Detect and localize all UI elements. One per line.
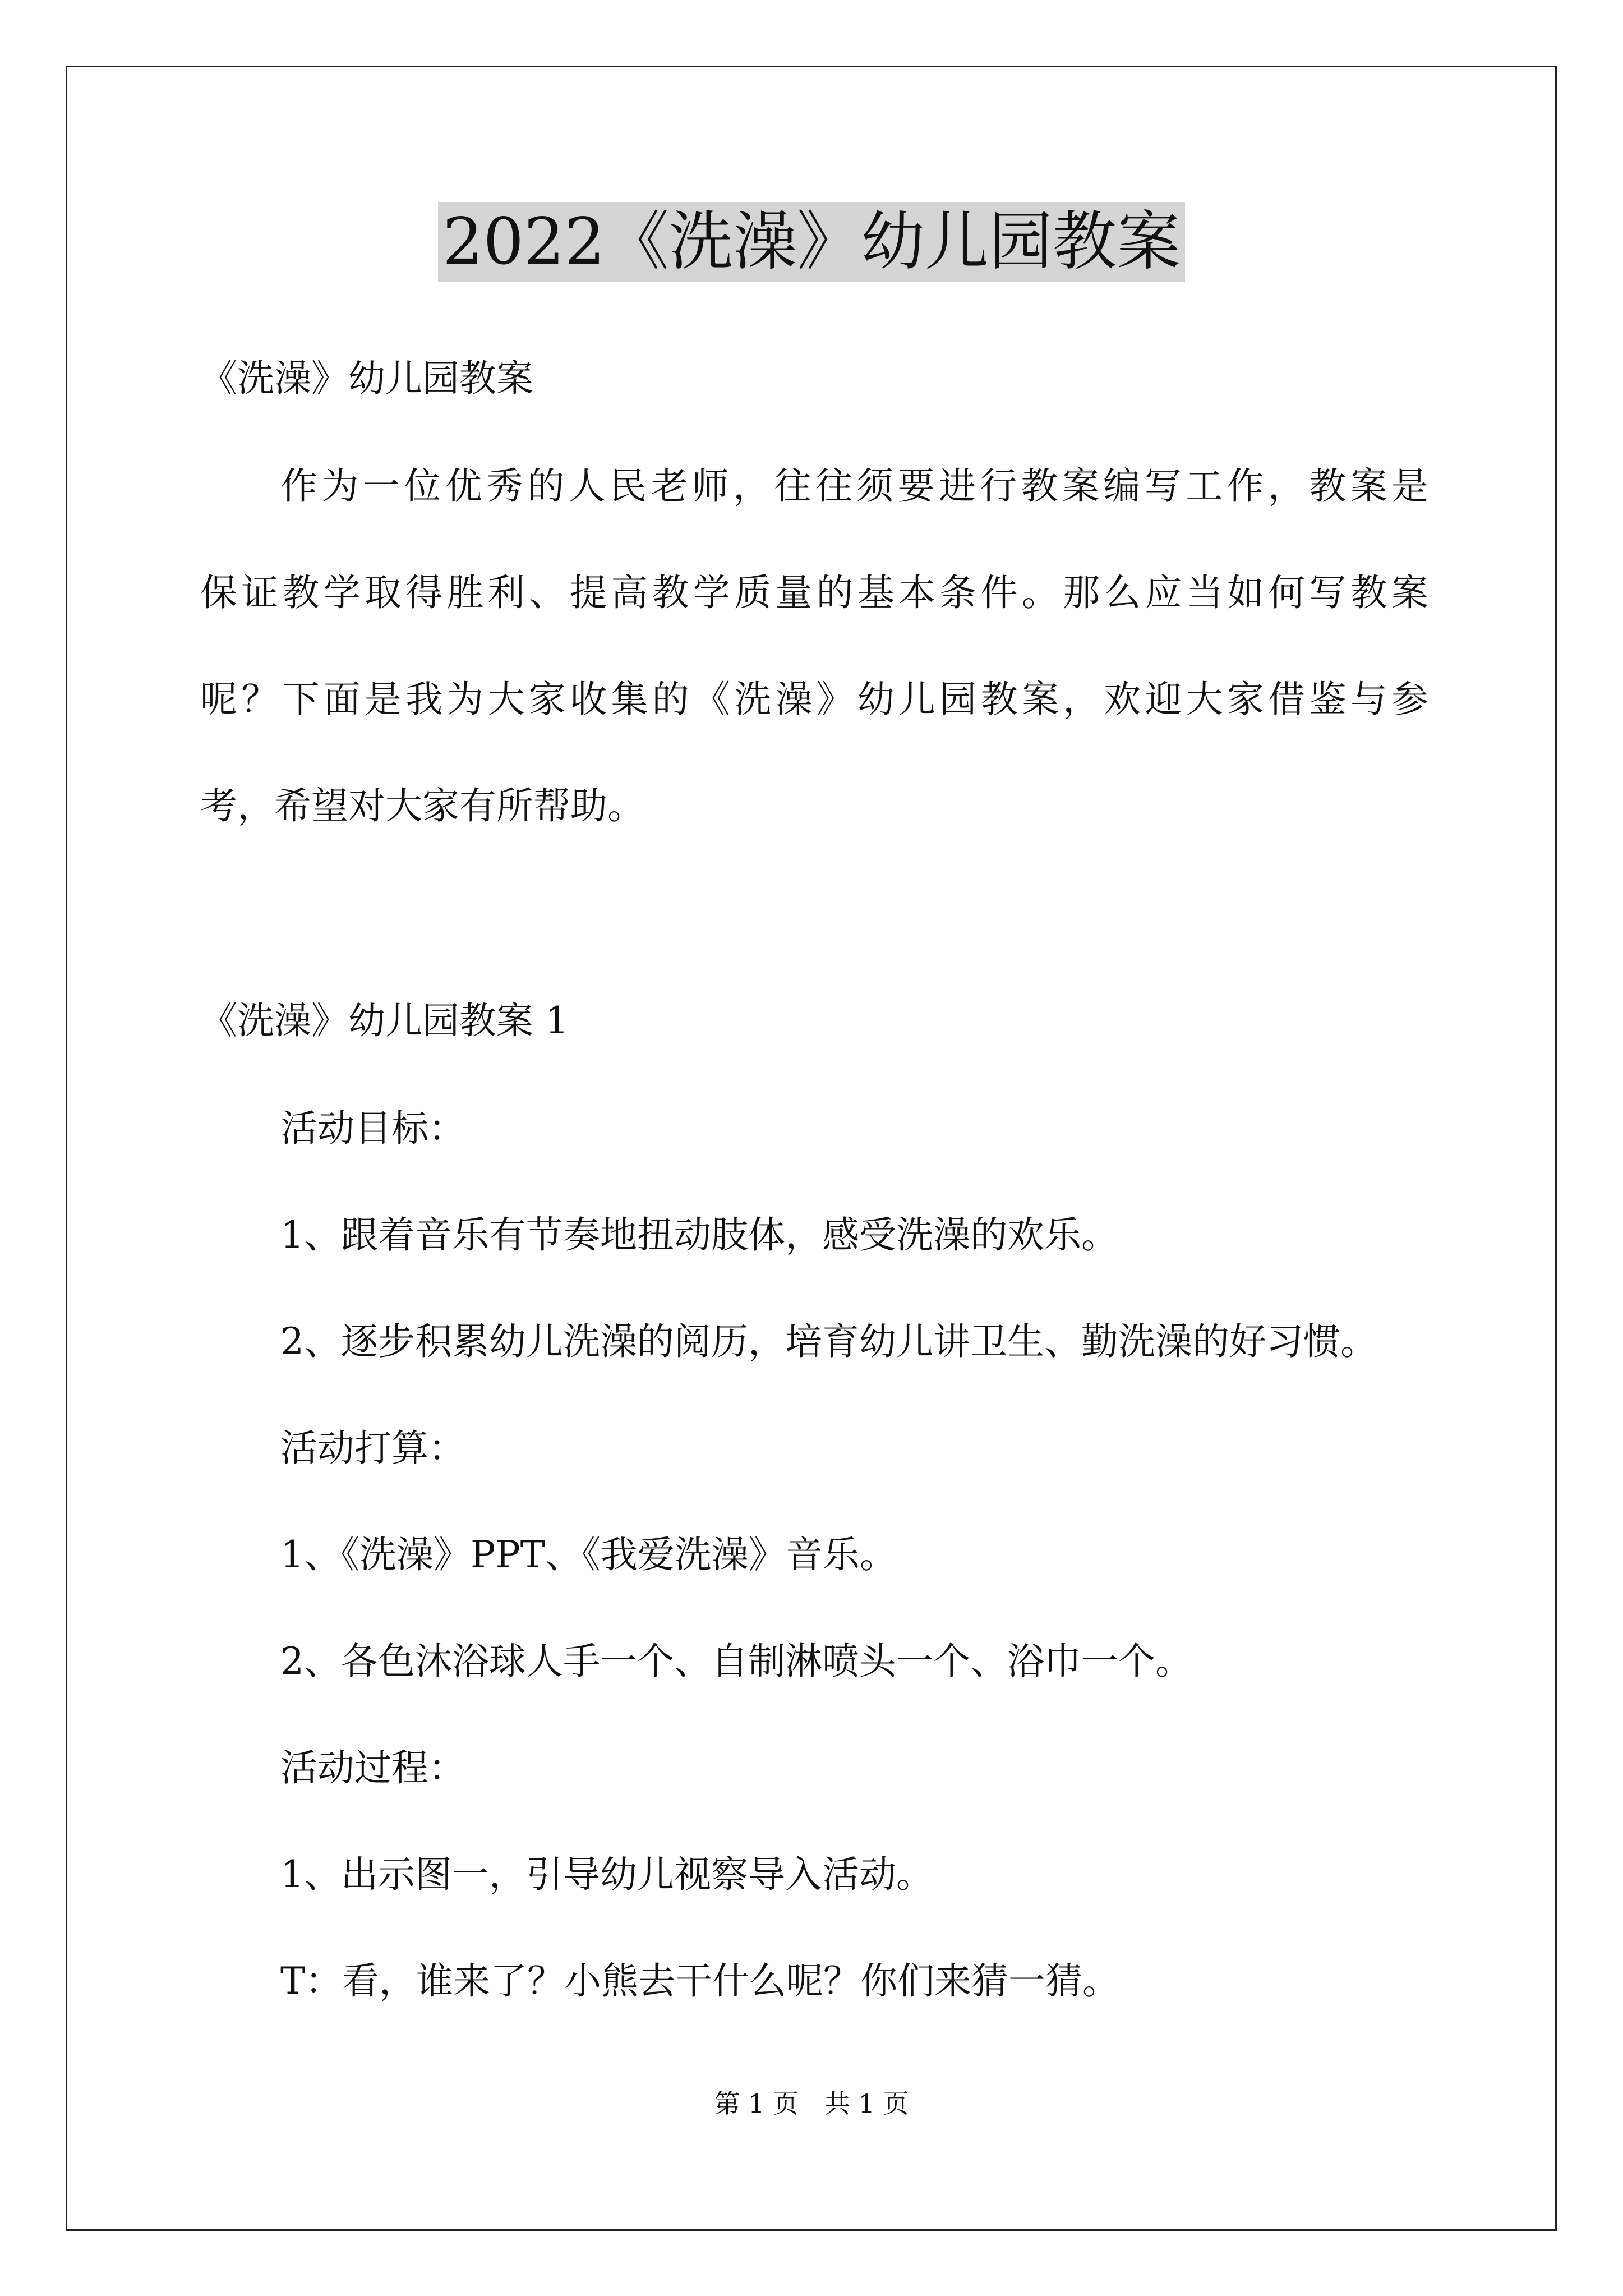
- document-subtitle: 《洗澡》幼儿园教案: [200, 357, 533, 400]
- body-line-6: 2、各色沐浴球人手一个、自制淋喷头一个、浴巾一个。: [280, 1640, 1192, 1683]
- title-container: [0, 202, 1623, 282]
- body-line-3: 2、逐步积累幼儿洗澡的阅历，培育幼儿讲卫生、勤洗澡的好习惯。: [280, 1320, 1377, 1363]
- body-line-9: T：看，谁来了？小熊去干什么呢？你们来猜一猜。: [280, 1959, 1120, 2003]
- body-line-2: 1、跟着音乐有节奏地扭动肢体，感受洗澡的欢乐。: [280, 1213, 1118, 1257]
- intro-line-2-text: 保证教学取得胜利、提高教学质量的基本条件。那么应当如何写教案: [200, 571, 1428, 614]
- body-line-1: 活动目标：: [280, 1107, 465, 1150]
- intro-paragraph-line-1: [200, 464, 1428, 509]
- intro-paragraph-line-4: 考，希望对大家有所帮助。: [200, 784, 644, 827]
- intro-line-1-text: 作为一位优秀的人民老师，往往须要进行教案编写工作，教案是: [280, 464, 1428, 508]
- intro-paragraph-line-2: [200, 570, 1428, 615]
- body-line-4: 活动打算：: [280, 1427, 465, 1470]
- document-title: 2022《洗澡》幼儿园教案: [438, 202, 1185, 282]
- body-line-5: 1、《洗澡》PPT、《我爱洗澡》音乐。: [280, 1533, 897, 1576]
- intro-line-3-text: 呢？下面是我为大家收集的《洗澡》幼儿园教案，欢迎大家借鉴与参: [200, 678, 1428, 721]
- page-footer: 第 1 页 共 1 页: [714, 2088, 909, 2119]
- body-line-7: 活动过程：: [280, 1746, 465, 1789]
- intro-paragraph-line-3: [200, 677, 1428, 722]
- section-heading: 《洗澡》幼儿园教案 1: [200, 999, 569, 1042]
- body-line-8: 1、出示图一，引导幼儿视察导入活动。: [280, 1853, 933, 1896]
